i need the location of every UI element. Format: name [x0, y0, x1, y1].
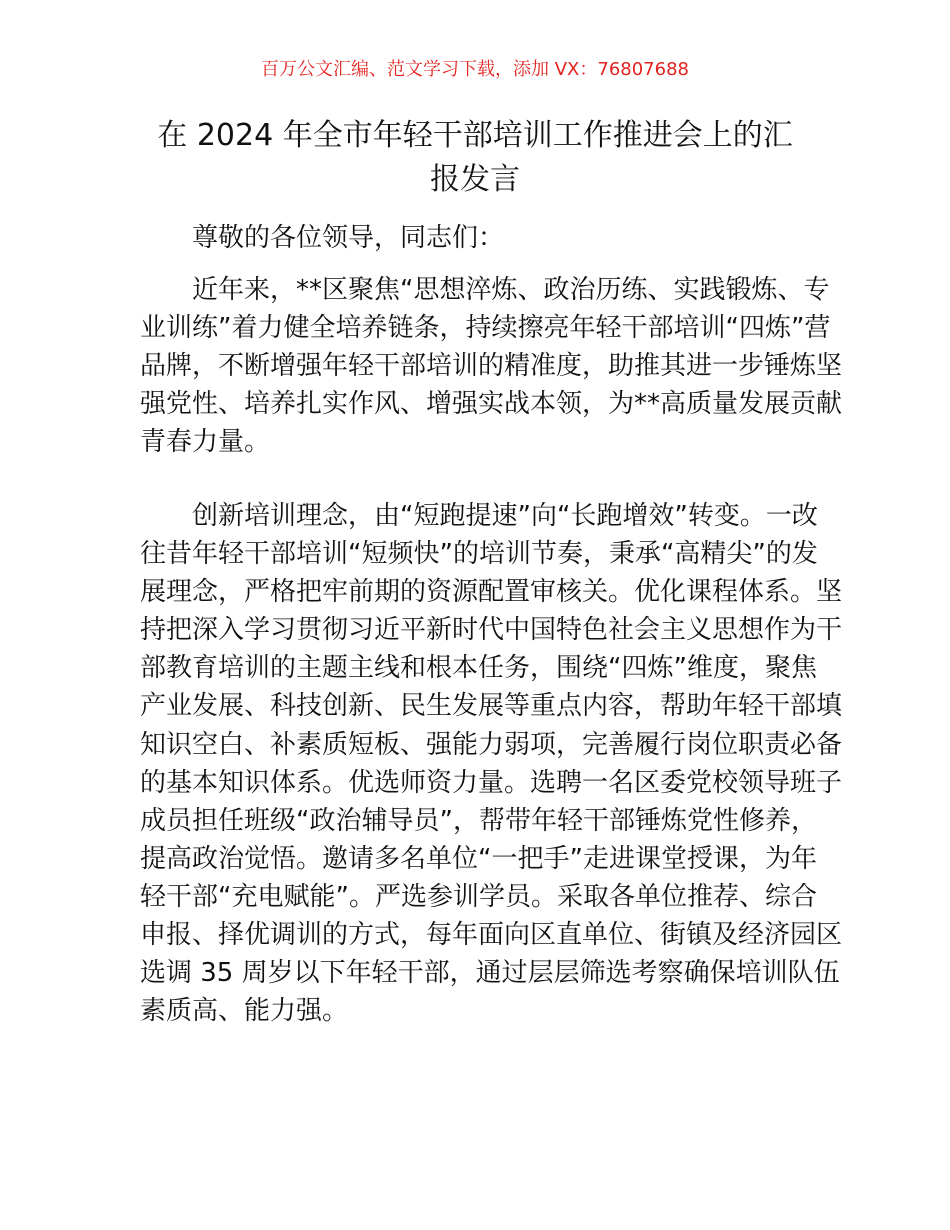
paragraph-line: 创新培训理念，由“短跑提速”向“长跑增效”转变。一改 — [192, 501, 818, 531]
paragraph-line: 品牌，不断增强年轻干部培训的精准度，助推其进一步锤炼坚 — [140, 351, 843, 382]
paragraph-line: 提高政治觉悟。邀请多名单位“一把手”走进课堂授课，为年 — [140, 843, 817, 874]
paragraph-line: 选调 35 周岁以下年轻干部，通过层层筛选考察确保培训队伍 — [140, 958, 840, 989]
salutation — [140, 219, 812, 257]
paragraph-line: 青春力量。 — [140, 427, 271, 458]
paragraph-line: 持把深入学习贯彻习近平新时代中国特色社会主义思想作为干 — [140, 615, 843, 646]
paragraph-line: 轻干部“充电赋能”。严选参训学员。采取各单位推荐、综合 — [140, 881, 817, 912]
paragraph-line: 的基本知识体系。优选师资力量。选聘一名区委党校领导班子 — [140, 767, 843, 798]
paragraph-line: 业训练”着力健全培养链条，持续擦亮年轻干部培训“四炼”营 — [140, 313, 831, 344]
paragraph-line: 知识空白、补素质短板、强能力弱项，完善履行岗位职责必备 — [140, 729, 843, 760]
salutation-text: 尊敬的各位领导，同志们： — [192, 223, 505, 253]
paragraph-line: 产业发展、科技创新、民生发展等重点内容，帮助年轻干部填 — [140, 691, 843, 722]
paragraph-line: 展理念，严格把牢前期的资源配置审核关。优化课程体系。坚 — [140, 577, 843, 608]
paragraph-line: 强党性、培养扎实作风、增强实战本领，为**高质量发展贡献 — [140, 389, 843, 420]
paragraph-line: 部教育培训的主题主线和根本任务，围绕“四炼”维度，聚焦 — [140, 653, 817, 684]
watermark-banner: 百万公文汇编、范文学习下载，添加 VX：76807688 — [261, 59, 689, 80]
title-line: 在 2024 年全市年轻干部培训工作推进会上的汇 — [157, 118, 793, 153]
title-line: 报发言 — [430, 162, 520, 197]
paragraph-line: 成员担任班级“政治辅导员”，帮带年轻干部锤炼党性修养， — [140, 805, 817, 836]
paragraph-line: 素质高、能力强。 — [140, 996, 349, 1027]
paragraph-1 — [140, 271, 843, 461]
paragraph-line: 近年来，**区聚焦“思想淬炼、政治历练、实践锻炼、专 — [192, 275, 830, 305]
paragraph-2 — [140, 497, 843, 1030]
paragraph-line: 申报、择优调训的方式，每年面向区直单位、街镇及经济园区 — [140, 920, 843, 951]
paragraph-line: 往昔年轻干部培训“短频快”的培训节奏，秉承“高精尖”的发 — [140, 539, 818, 570]
document-title — [130, 114, 820, 202]
